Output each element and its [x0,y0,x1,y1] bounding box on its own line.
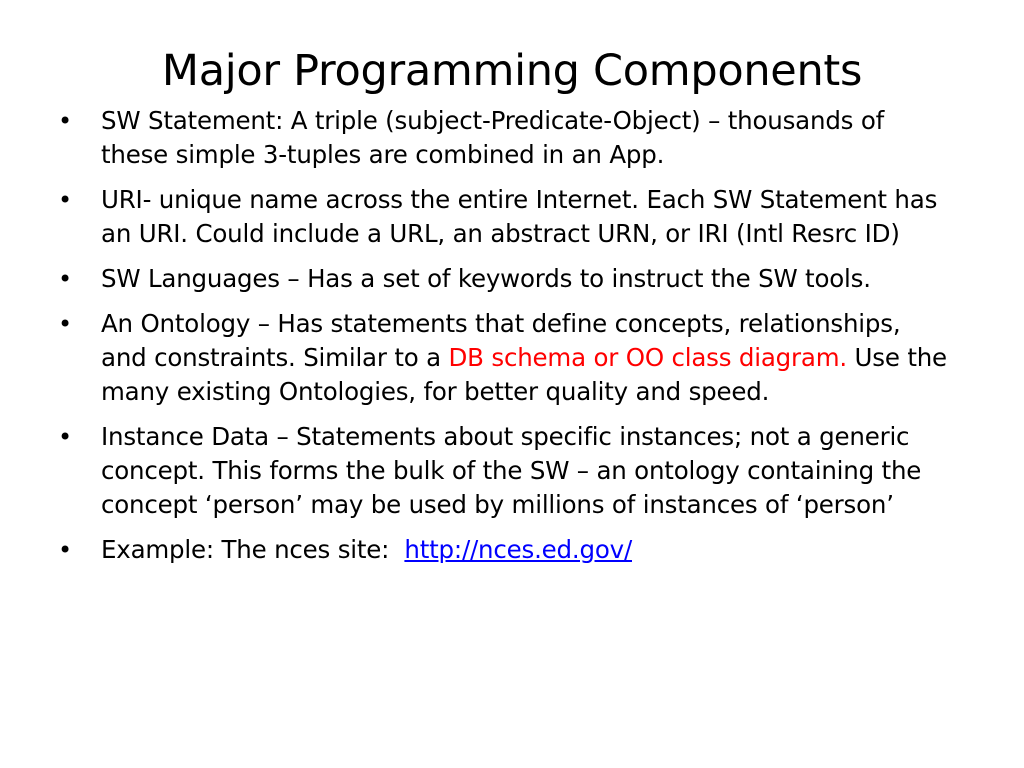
bullet-dot-icon: • [58,536,72,564]
bullet-text-before: An Ontology – Has statements that define concepts, relationships, and constraints. Similar to a [101,309,901,372]
bullet-item-ontology [58,307,953,409]
bullet-item-example [58,533,953,567]
bullet-text: URI- unique name across the entire Internet. Each SW Statement has an URI. Could include a URL, an abstract URN, or IRI (Intl Resrc ID) [101,185,938,248]
nces-link[interactable]: http://nces.ed.gov/ [404,535,632,564]
example-label: Example: The nces site: [101,535,405,564]
bullet-text: SW Languages – Has a set of keywords to instruct the SW tools. [101,264,871,293]
bullet-list [58,104,953,578]
bullet-dot-icon: • [58,107,72,135]
bullet-item-uri [58,183,953,251]
bullet-text: Instance Data – Statements about specific instances; not a generic concept. This forms the bulk of the SW – an ontology containing the concept ‘person’ may be used by millions of instances of ‘person’ [101,422,922,519]
bullet-dot-icon: • [58,265,72,293]
bullet-dot-icon: • [58,186,72,214]
bullet-item-sw-statement [58,104,953,172]
bullet-item-sw-languages [58,262,953,296]
highlighted-text: DB schema or OO class diagram. [448,343,847,372]
bullet-item-instance-data [58,420,953,522]
bullet-text-after: Use the many existing Ontologies, for better quality and speed. [101,343,947,406]
bullet-dot-icon: • [58,310,72,338]
bullet-text: SW Statement: A triple (subject-Predicate-Object) – thousands of these simple 3-tuples are combined in an App. [101,106,885,169]
slide-title: Major Programming Components [161,46,863,96]
bullet-dot-icon: • [58,423,72,451]
